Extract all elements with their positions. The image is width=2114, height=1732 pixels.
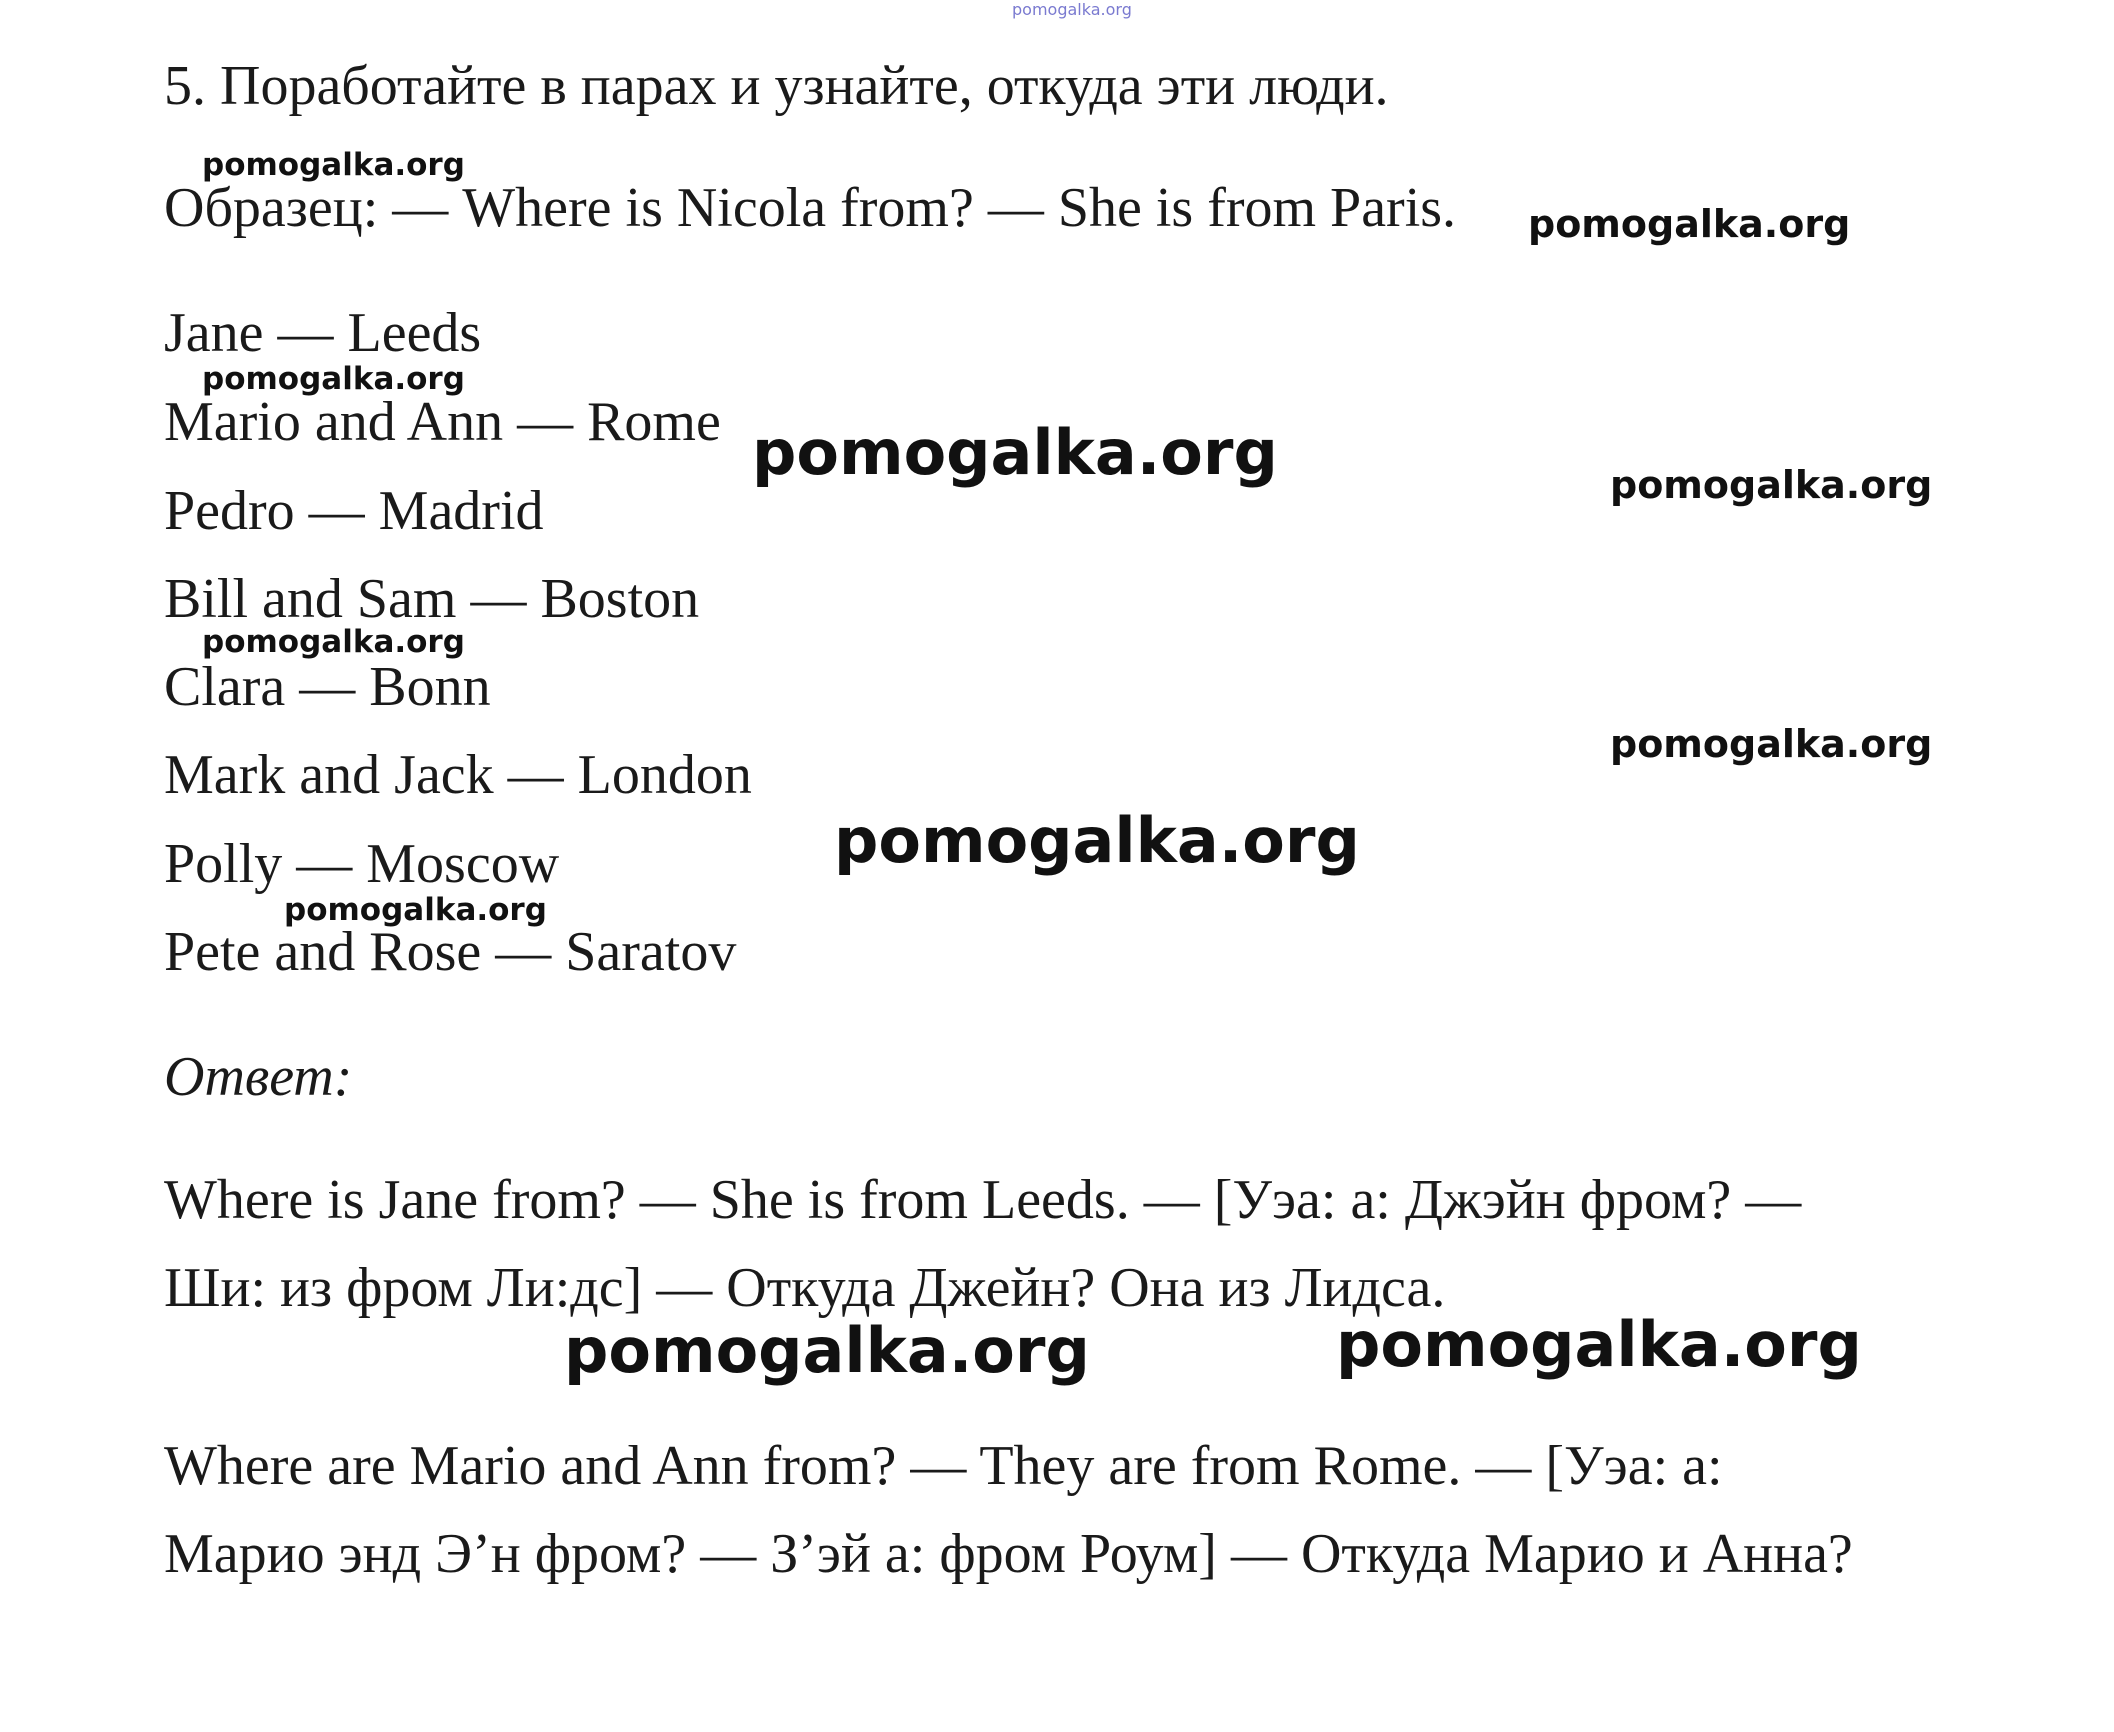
answer-line: Марио энд Э’н фром? — З’эй а: фром Роум] — Откуда Марио и Анна? bbox=[164, 1523, 1853, 1585]
watermark: pomogalka.org bbox=[1610, 463, 1933, 507]
watermark: pomogalka.org bbox=[202, 361, 465, 397]
pair-item: Mario and Ann — Rome bbox=[164, 391, 721, 453]
answer-line: Where are Mario and Ann from? — They are from Rome. — [Уэа: а: bbox=[164, 1435, 1723, 1497]
pair-item: Jane — Leeds bbox=[164, 302, 482, 364]
pair-item: Clara — Bonn bbox=[164, 656, 491, 718]
exercise-title: 5. Поработайте в парах и узнайте, откуда эти люди. bbox=[164, 55, 1389, 117]
example-line: Образец: — Where is Nicola from? — She is from Paris. bbox=[164, 177, 1457, 239]
watermark: pomogalka.org bbox=[284, 892, 547, 928]
pair-item: Bill and Sam — Boston bbox=[164, 568, 700, 630]
watermark: pomogalka.org bbox=[1012, 0, 1132, 19]
answer-line: Where is Jane from? — She is from Leeds. — [Уэа: а: Джэйн фром? — bbox=[164, 1169, 1802, 1231]
pair-item: Polly — Moscow bbox=[164, 833, 560, 895]
pair-item: Pete and Rose — Saratov bbox=[164, 921, 737, 983]
watermark: pomogalka.org bbox=[564, 1314, 1090, 1387]
watermark: pomogalka.org bbox=[752, 416, 1278, 489]
answer-label: Ответ: bbox=[164, 1046, 353, 1108]
watermark: pomogalka.org bbox=[1528, 202, 1851, 246]
watermark: pomogalka.org bbox=[202, 147, 465, 183]
watermark: pomogalka.org bbox=[202, 624, 465, 660]
watermark: pomogalka.org bbox=[834, 804, 1360, 877]
pair-item: Mark and Jack — London bbox=[164, 744, 752, 806]
answer-line: Ши: из фром Ли:дс] — Откуда Джейн? Она из Лидса. bbox=[164, 1257, 1446, 1319]
watermark: pomogalka.org bbox=[1336, 1308, 1862, 1381]
watermark: pomogalka.org bbox=[1610, 722, 1933, 766]
pair-item: Pedro — Madrid bbox=[164, 480, 544, 542]
